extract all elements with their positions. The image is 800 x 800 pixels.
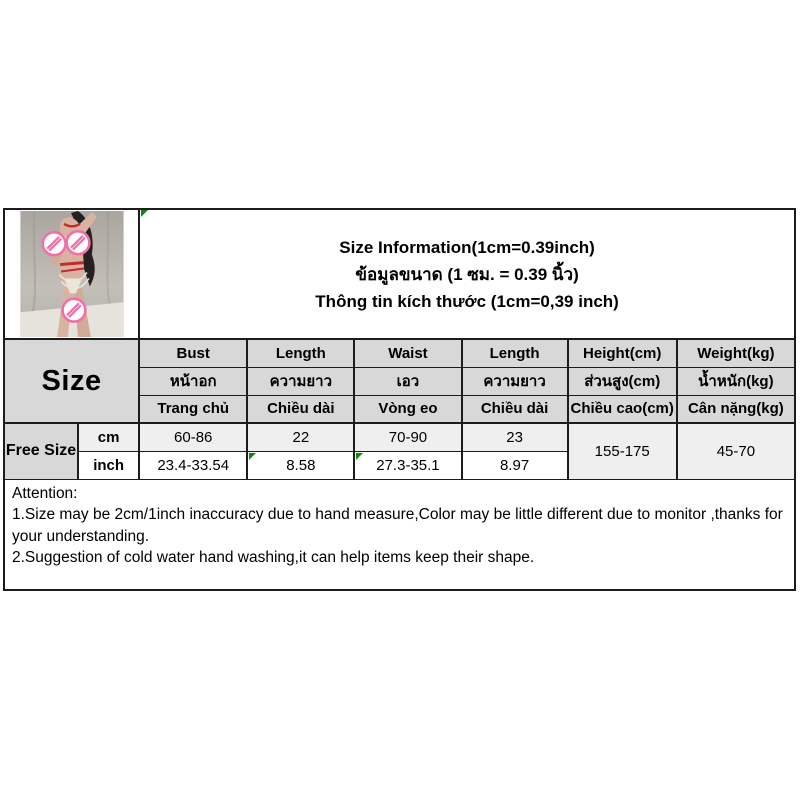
title-thai: ข้อมูลขนาด (1 ซม. = 0.39 นิ้ว) [355,264,579,284]
attention-section [5,480,794,569]
header-waist-th: เอว [354,367,461,395]
value-waist-cm: 70-90 [354,423,461,451]
value-length2-cm: 23 [462,423,568,451]
free-size-label: Free Size [5,442,77,460]
value-weight-range: 45-70 [677,423,794,479]
header-weight-en: Weight(kg) [677,339,794,367]
size-table [5,210,794,480]
size-label: Size [41,364,102,397]
header-length1-en: Length [247,339,354,367]
header-bust-vi: Trang chủ [139,395,247,423]
size-corner-cell [5,339,139,423]
header-length2-en: Length [462,339,568,367]
title-vietnamese: Thông tin kích thước (1cm=0,39 inch) [315,291,619,311]
excel-error-marker-icon [141,210,148,217]
censor-no-sign-icon [62,299,85,322]
header-height-en: Height(cm) [568,339,677,367]
header-bust-en: Bust [139,339,247,367]
product-photo [20,211,124,337]
header-height-th: ส่วนสูง(cm) [568,367,677,395]
value-length2-inch: 8.97 [462,451,568,479]
title-english: Size Information(1cm=0.39inch) [339,237,595,257]
value-length1-inch: 8.58 [247,451,354,479]
header-length2-vi: Chiều dài [462,395,568,423]
value-bust-inch: 23.4-33.54 [139,451,247,479]
header-waist-vi: Vòng eo [354,395,461,423]
censor-no-sign-icon [66,231,89,254]
size-sheet [3,208,796,591]
model-photo-placeholder [20,211,124,337]
header-bust-th: หน้าอก [139,367,247,395]
header-weight-th: น้ำหนัก(kg) [677,367,794,395]
header-length2-th: ความยาว [462,367,568,395]
value-length1-cm: 22 [247,423,354,451]
header-length1-th: ความยาว [247,367,354,395]
free-size-cell [5,423,78,479]
title-cell [139,210,794,339]
header-weight-vi: Cân nặng(kg) [677,395,794,423]
excel-error-marker-icon [356,453,363,460]
unit-inch-cell: inch [78,451,139,479]
attention-heading: Attention: [12,484,78,502]
censor-no-sign-icon [42,232,65,255]
unit-cm-cell: cm [78,423,139,451]
excel-error-marker-icon [249,453,256,460]
product-photo-cell [5,210,139,339]
attention-note-1: 1.Size may be 2cm/1inch inaccuracy due to hand measure,Color may be little different due to monitor ,thanks for your understanding. [12,506,783,545]
header-length1-vi: Chiều dài [247,395,354,423]
value-bust-cm: 60-86 [139,423,247,451]
header-waist-en: Waist [354,339,461,367]
value-waist-inch: 27.3-35.1 [354,451,461,479]
header-height-vi: Chiều cao(cm) [568,395,677,423]
value-height-range: 155-175 [568,423,677,479]
attention-note-2: 2.Suggestion of cold water hand washing,it can help items keep their shape. [12,549,535,566]
